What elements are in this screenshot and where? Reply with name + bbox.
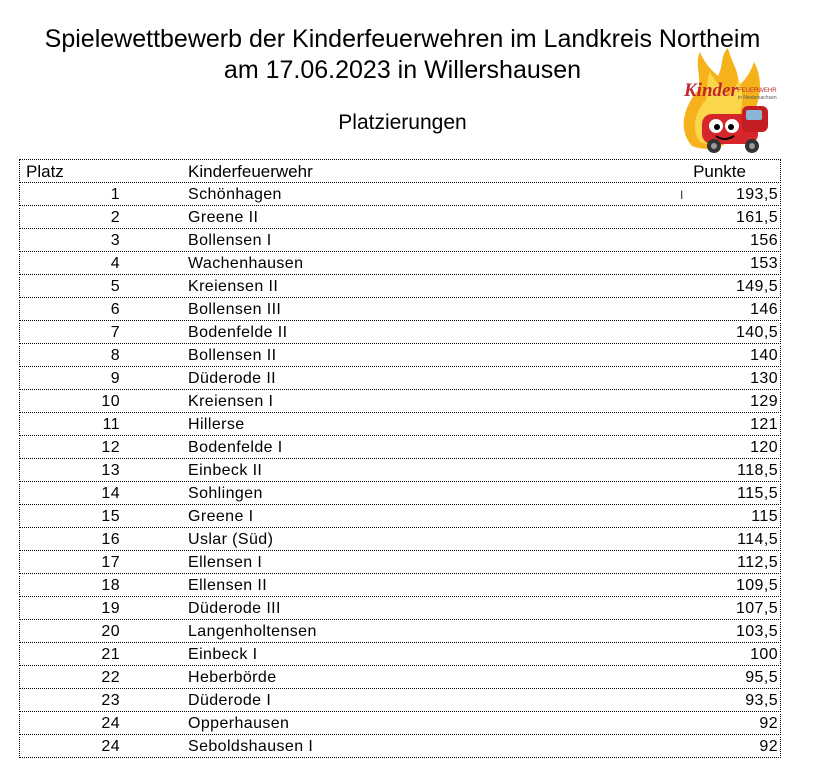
cell-platz: 22: [101, 669, 120, 686]
table-row: [19, 254, 781, 275]
cell-platz: 11: [102, 416, 120, 433]
table-row: [19, 691, 781, 712]
cell-kinderfeuerwehr: Bollensen II: [188, 347, 277, 364]
table-row: [19, 645, 781, 666]
cell-punkte: 140,5: [735, 324, 778, 341]
column-header-platz: Platz: [26, 162, 64, 181]
table-row: [19, 668, 781, 689]
cell-kinderfeuerwehr: Wachenhausen: [188, 255, 304, 272]
cell-punkte: 129: [750, 393, 778, 410]
cell-kinderfeuerwehr: Uslar (Süd): [188, 531, 274, 548]
cell-kinderfeuerwehr: Kreiensen II: [188, 278, 279, 295]
cell-kinderfeuerwehr: Heberbörde: [188, 669, 277, 686]
cell-kinderfeuerwehr: Greene I: [188, 508, 254, 525]
cell-platz: 13: [101, 462, 120, 479]
cell-kinderfeuerwehr: Düderode I: [188, 692, 272, 709]
cell-platz: 23: [101, 692, 120, 709]
cell-platz: 15: [101, 508, 120, 525]
cell-kinderfeuerwehr: Einbeck II: [188, 462, 263, 479]
cell-platz: 24: [101, 715, 120, 732]
cell-punkte: 92: [759, 738, 778, 755]
cell-platz: 2: [110, 209, 120, 226]
cell-platz: 17: [101, 554, 120, 571]
cell-punkte: 193,5: [735, 186, 778, 203]
table-row: [19, 185, 781, 206]
cell-punkte: 109,5: [735, 577, 778, 594]
cell-punkte: 118,5: [737, 462, 778, 479]
table-row: [19, 737, 781, 758]
cell-platz: 10: [101, 393, 120, 410]
cell-platz: 14: [101, 485, 120, 502]
cell-platz: 7: [110, 324, 120, 341]
cell-punkte: 130: [750, 370, 778, 387]
table-row: [19, 461, 781, 482]
table-row: [19, 622, 781, 643]
table-row: [19, 484, 781, 505]
document-subtitle: Platzierungen: [338, 111, 467, 134]
ranking-table: [19, 159, 781, 758]
cell-punkte: 153: [750, 255, 778, 272]
cell-punkte: 120: [750, 439, 778, 456]
table-row: [19, 208, 781, 229]
cell-kinderfeuerwehr: Bodenfelde II: [188, 324, 288, 341]
cell-punkte: 92: [759, 715, 778, 732]
cell-kinderfeuerwehr: Einbeck I: [188, 646, 258, 663]
table-row: [19, 277, 781, 298]
cell-punkte: 161,5: [735, 209, 778, 226]
table-row: [19, 507, 781, 528]
cell-kinderfeuerwehr: Bodenfelde I: [188, 439, 283, 456]
cell-kinderfeuerwehr: Düderode III: [188, 600, 281, 617]
column-header-kinderfeuerwehr: Kinderfeuerwehr: [188, 162, 313, 181]
cell-kinderfeuerwehr: Schönhagen: [188, 186, 282, 203]
table-row: [19, 392, 781, 413]
table-row: [19, 714, 781, 735]
cell-platz: 20: [101, 623, 120, 640]
cell-kinderfeuerwehr: Hillerse: [188, 416, 245, 433]
table-row: [19, 553, 781, 574]
table-row: [19, 530, 781, 551]
cell-punkte: 100: [750, 646, 778, 663]
table-row: [19, 415, 781, 436]
cell-punkte: 156: [750, 232, 778, 249]
logo-text-main: Kinder: [684, 80, 738, 101]
cell-punkte: 114,5: [737, 531, 778, 548]
cell-punkte: 140: [750, 347, 778, 364]
title-line-2: am 17.06.2023 in Willershausen: [223, 56, 582, 84]
cell-platz: 6: [110, 301, 120, 318]
cell-platz: 12: [101, 439, 120, 456]
table-row: [19, 438, 781, 459]
cell-punkte: 149,5: [735, 278, 778, 295]
cell-punkte: 112,5: [737, 554, 778, 571]
cell-platz: 18: [101, 577, 120, 594]
cell-punkte: 121: [750, 416, 778, 433]
cell-kinderfeuerwehr: Seboldshausen I: [188, 738, 314, 755]
table-row: [19, 300, 781, 321]
cell-punkte: 115: [751, 508, 778, 525]
table-row: [19, 599, 781, 620]
table-row: [19, 346, 781, 367]
logo-text-sub: in Niedersachsen: [738, 95, 777, 101]
logo-text-side: FEUERWEHR: [738, 88, 777, 94]
kinderfeuerwehr-logo: [672, 46, 792, 158]
cell-kinderfeuerwehr: Opperhausen: [188, 715, 290, 732]
table-row: [19, 323, 781, 344]
column-header-punkte: Punkte: [693, 162, 746, 181]
cell-platz: 1: [110, 186, 120, 203]
cell-platz: 21: [101, 646, 120, 663]
table-row: [19, 369, 781, 390]
title-line-1: Spielewettbewerb der Kinderfeuerwehren im Landkreis Northeim: [44, 25, 761, 53]
cell-punkte: 107,5: [735, 600, 778, 617]
cell-platz: 24: [101, 738, 120, 755]
cell-platz: 8: [110, 347, 120, 364]
cell-platz: 16: [101, 531, 120, 548]
cell-platz: 4: [110, 255, 120, 272]
cell-punkte: 95,5: [745, 669, 778, 686]
cell-platz: 5: [110, 278, 120, 295]
table-row: [19, 231, 781, 252]
text-cursor-icon: I: [680, 188, 684, 202]
cell-platz: 19: [101, 600, 120, 617]
cell-punkte: 115,5: [737, 485, 778, 502]
cell-punkte: 103,5: [735, 623, 778, 640]
table-row: [19, 576, 781, 597]
cell-platz: 3: [110, 232, 120, 249]
cell-punkte: 146: [750, 301, 778, 318]
cell-kinderfeuerwehr: Düderode II: [188, 370, 277, 387]
cell-kinderfeuerwehr: Ellensen II: [188, 577, 268, 594]
table-header-row: [19, 159, 781, 183]
cell-punkte: 93,5: [745, 692, 778, 709]
cell-kinderfeuerwehr: Ellensen I: [188, 554, 263, 571]
cell-kinderfeuerwehr: Bollensen I: [188, 232, 272, 249]
cell-kinderfeuerwehr: Sohlingen: [188, 485, 263, 502]
cell-kinderfeuerwehr: Langenholtensen: [188, 623, 317, 640]
cell-platz: 9: [110, 370, 120, 387]
cell-kinderfeuerwehr: Kreiensen I: [188, 393, 274, 410]
cell-kinderfeuerwehr: Greene II: [188, 209, 259, 226]
cell-kinderfeuerwehr: Bollensen III: [188, 301, 282, 318]
